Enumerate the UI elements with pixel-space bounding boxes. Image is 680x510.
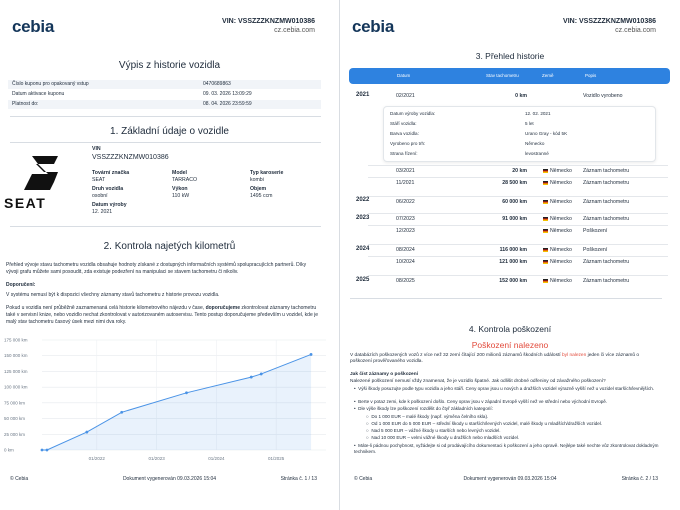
detail-label: Strana řízení: xyxy=(390,151,418,156)
history-desc: Poškození xyxy=(583,228,608,234)
recommendation-2-b: doporučujeme xyxy=(205,305,241,311)
mileage-point xyxy=(310,353,313,356)
spec-value: osobní xyxy=(92,192,108,199)
mileage-area xyxy=(42,354,311,450)
mileage-intro: Přehled vývoje stavu tachometru vozidla obsahuje hodnoty získané z dostupných informačních systémů spolupracujících partnerů. Díky vývoji grafu můžete sami posoudit, zda existuje podezření na manipulaci se stavem tachometru či nikoliv. xyxy=(6,262,307,275)
history-km: 152 000 km xyxy=(499,278,527,284)
history-date: 06/2022 xyxy=(396,199,415,205)
divider xyxy=(10,116,321,117)
spec-label: Datum výroby xyxy=(92,202,127,208)
spec-value: VSSZZZKNZMW010386 xyxy=(92,153,169,161)
guide-sub-bullet-text: Do 1 000 EUR – malé škody (např. výměna čelního skla). xyxy=(371,414,489,419)
spec-body-type xyxy=(250,170,283,183)
page-header xyxy=(12,14,315,38)
section-title-damage: 4. Kontrola poškození xyxy=(468,324,552,334)
germany-flag-icon xyxy=(543,200,548,204)
damage-paragraph xyxy=(350,353,660,366)
spec-production-date xyxy=(92,202,127,215)
guide-sub-bullet-text: Od 1 000 EUR do 5 000 EUR – střední škody u starších/levných vozidel, malé škody u mladších/dražších vozidel. xyxy=(371,421,603,426)
recommendation-label: Doporučení: xyxy=(6,282,36,288)
report-page-2 xyxy=(340,0,680,510)
history-km: 0 km xyxy=(515,93,527,99)
coupon-value: 0470689863 xyxy=(203,81,231,88)
history-row-divider xyxy=(368,256,668,257)
history-date: 11/2021 xyxy=(396,180,415,186)
spec-value: 110 kW xyxy=(172,192,190,199)
y-tick-label: 125 000 km xyxy=(4,368,28,374)
spec-value: 1495 ccm xyxy=(250,192,273,199)
mileage-point xyxy=(120,411,123,414)
detail-label: Stáří vozidla: xyxy=(390,121,417,126)
y-tick-label: 0 km xyxy=(4,447,14,453)
divider xyxy=(10,142,321,143)
history-year: 2022 xyxy=(356,197,370,203)
detail-label: Datum výroby vozidla: xyxy=(390,111,436,116)
y-tick-label: 175 000 km xyxy=(4,337,28,343)
guide-sub-bullet: ○ Od 1 000 EUR do 5 000 EUR – střední škody u starších/levných vozidel, malé škody u mladších/dražších vozidel. xyxy=(366,421,603,426)
history-km: 60 000 km xyxy=(502,199,527,205)
guide-sub-bullet-text: Nad 5 000 EUR – vážné škody u starších nebo levných vozidel. xyxy=(371,428,501,433)
production-detail-box xyxy=(383,106,656,162)
cebia-logo: cebia xyxy=(12,17,54,36)
damage-guide-intro: Nalezené poškození nemusí vždy znamenat, že je vozidlo špatné. Jak odlišit drobné odřeniny od závažného poškození? xyxy=(350,379,606,384)
x-tick-label: 01/2024 xyxy=(208,456,225,461)
damage-paragraph-b: byl nalezen xyxy=(562,353,587,358)
damage-guide-title: Jak číst záznamy o poškození xyxy=(350,372,418,377)
germany-flag-icon xyxy=(543,229,548,233)
spec-vin xyxy=(92,146,169,162)
guide-bullet: • Dle výše škody lze poškození rozdělit do čtyř základních kategorií: xyxy=(354,406,493,411)
x-tick-label: 01/2025 xyxy=(268,456,285,461)
history-date: 12/2023 xyxy=(396,228,415,234)
mileage-point xyxy=(46,449,49,452)
germany-flag-icon xyxy=(543,217,548,221)
x-tick-label: 01/2023 xyxy=(148,456,165,461)
history-desc: Záznam tachometru xyxy=(583,199,630,205)
y-tick-label: 100 000 km xyxy=(4,384,28,390)
history-country-name: Německo xyxy=(550,247,572,253)
spec-value: 12. 2021 xyxy=(92,208,113,215)
y-tick-label: 50 000 km xyxy=(4,416,26,422)
header-domain-link[interactable]: cz.cebia.com xyxy=(615,27,656,34)
mileage-point xyxy=(185,391,188,394)
mileage-chart-svg xyxy=(0,330,340,466)
history-country xyxy=(543,259,572,265)
header-domain-link[interactable]: cz.cebia.com xyxy=(274,27,315,34)
detail-label: Barva vozidla: xyxy=(390,131,419,136)
history-country-name: Německo xyxy=(550,168,572,174)
history-km: 20 km xyxy=(512,168,527,174)
history-row-divider xyxy=(368,165,668,166)
section-title-history: 3. Přehled historie xyxy=(475,51,545,61)
history-desc: Záznam tachometru xyxy=(583,259,630,265)
history-country-name: Německo xyxy=(550,216,572,222)
history-country-name: Německo xyxy=(550,278,572,284)
coupon-value: 09. 03. 2026 13:09:29 xyxy=(203,91,252,98)
history-desc: Záznam tachometru xyxy=(583,216,630,222)
header-vin xyxy=(222,17,315,35)
spec-label: Objem xyxy=(250,186,267,192)
mileage-chart xyxy=(0,330,340,466)
guide-sub-bullet: ○ Nad 10 000 EUR – velmi vážné škody u dražších nebo mladších vozidel. xyxy=(366,435,520,440)
history-desc: Poškození xyxy=(583,247,608,253)
x-tick-label: 01/2022 xyxy=(88,456,105,461)
recommendation-2-c: zkontrolovat záznamy tachometru také v servisní knize, nebo vozidlo nechat zkontrolovat v autorizovaném autoservisu. Tento postup doporučujeme především u vozidel, kde je malý stav tachometru časový úsek mezi nimi dva roky. xyxy=(6,305,319,325)
germany-flag-icon xyxy=(543,279,548,283)
history-desc: Záznam tachometru xyxy=(583,180,630,186)
history-country xyxy=(543,180,572,186)
col-km: Stav tachometru xyxy=(486,73,519,78)
history-date: 08/2024 xyxy=(396,247,415,253)
history-country xyxy=(543,247,572,253)
germany-flag-icon xyxy=(543,169,548,173)
detail-value: levostranné xyxy=(525,151,549,156)
spec-label: Druh vozidla xyxy=(92,186,124,192)
coupon-label: Datum aktivace kuponu xyxy=(12,91,65,98)
recommendation-2 xyxy=(6,305,319,326)
detail-value: 12. 02. 2021 xyxy=(525,111,551,116)
footer-page-number: Stránka č. 2 / 13 xyxy=(621,476,658,482)
guide-bullet-text: Výši škody posuzujte podle typu vozidla a jeho stáří. Ceny oprav jsou u nových a dražších vozidel výrazně vyšší než u vozidel starších/levnějších. xyxy=(358,386,655,391)
y-tick-label: 25 000 km xyxy=(4,431,26,437)
mileage-point xyxy=(250,376,253,379)
history-country-name: Německo xyxy=(550,199,572,205)
history-km: 28 500 km xyxy=(502,180,527,186)
spec-label: Výkon xyxy=(172,186,188,192)
coupon-value: 08. 04. 2026 23:59:59 xyxy=(203,101,252,108)
spec-label: VIN xyxy=(92,146,101,152)
cebia-logo: cebia xyxy=(352,17,394,36)
history-row-divider xyxy=(368,196,668,197)
footer-copyright: © Cebia xyxy=(354,476,373,482)
detail-label: Vyrobeno pro trh: xyxy=(390,141,426,146)
spec-model xyxy=(172,170,197,183)
history-year: 2025 xyxy=(356,277,370,283)
history-km: 121 000 km xyxy=(499,259,527,265)
col-country: Země xyxy=(542,73,554,78)
col-date: Datum xyxy=(397,73,411,78)
coupon-row-validity xyxy=(8,100,321,109)
guide-sub-bullet: ○ Nad 5 000 EUR – vážné škody u starších nebo levných vozidel. xyxy=(366,428,501,433)
recommendation-2-a: Pokud u vozidla není průběžně zaznamenaná celá historie kilometrového nájezdu v čase, xyxy=(6,305,205,311)
spec-value: kombi xyxy=(250,176,264,183)
page-title: Výpis z historie vozidla xyxy=(118,60,221,71)
history-date: 08/2025 xyxy=(396,278,415,284)
history-row-divider xyxy=(368,275,668,276)
spec-label: Typ karoserie xyxy=(250,170,284,176)
history-country xyxy=(543,278,572,284)
guide-sub-bullet-text: Nad 10 000 EUR – velmi vážné škody u dražších nebo mladších vozidel. xyxy=(371,435,520,440)
footer-copyright: © Cebia xyxy=(10,476,29,482)
history-row-divider xyxy=(368,177,668,178)
spec-make xyxy=(92,170,129,183)
history-year: 2024 xyxy=(356,246,370,252)
history-year: 2023 xyxy=(356,215,370,221)
history-country-name: Německo xyxy=(550,180,572,186)
coupon-label: Platnost do: xyxy=(12,101,39,108)
history-date: 10/2024 xyxy=(396,259,415,265)
history-desc: Záznam tachometru xyxy=(583,278,630,284)
detail-value: Německo xyxy=(525,141,545,146)
mileage-point xyxy=(85,431,88,434)
history-country-name: Německo xyxy=(550,259,572,265)
mileage-point xyxy=(41,449,44,452)
guide-bullet-text: Berte v potaz zemi, kde k poškození došlo. Ceny oprav jsou v západní Evropě vyšší než ve střední nebo východní Evropě. xyxy=(358,399,608,404)
section-title-basic-info: 1. Základní údaje o vozidle xyxy=(110,126,229,137)
coupon-row-activation xyxy=(8,90,321,99)
seat-wordmark: SEAT xyxy=(4,195,47,211)
y-tick-label: 75 000 km xyxy=(4,400,26,406)
spec-vehicle-kind xyxy=(92,186,123,199)
history-row-divider xyxy=(368,225,668,226)
coupon-label: Číslo kuponu pro opakovaný vstup xyxy=(12,81,89,88)
divider xyxy=(10,226,321,227)
footer-page-number: Stránka č. 1 / 13 xyxy=(280,476,317,482)
recommendation-1: V systému nemusí být k dispozici všechny záznamy stavů tachometru z historie provozu vozidla. xyxy=(6,292,220,298)
history-country xyxy=(543,228,572,234)
history-country xyxy=(543,216,572,222)
header-vin-line: VIN: VSSZZZKNZMW010386 xyxy=(222,18,315,25)
history-date: 03/2021 xyxy=(396,168,415,174)
germany-flag-icon xyxy=(543,260,548,264)
guide-bullet: • Výši škody posuzujte podle typu vozidla a jeho stáří. Ceny oprav jsou u nových a dražších vozidel výrazně vyšší než u vozidel starších/levnějších. xyxy=(354,386,655,391)
history-row-divider xyxy=(368,244,668,245)
footer-generated: Dokument vygenerován 09.03.2026 15:04 xyxy=(122,476,217,482)
history-row-divider xyxy=(368,213,668,214)
history-date: 07/2023 xyxy=(396,216,415,222)
y-tick-label: 150 000 km xyxy=(4,353,28,359)
history-year: 2021 xyxy=(356,92,370,98)
spec-power xyxy=(172,186,189,199)
spec-value: TARRACO xyxy=(172,176,197,183)
guide-bullet: • Máte-li pádnou pochybnost, vyžádejte si od prodávajícího dokumentaci k poškození a jeho opravě. Nejlépe také nechte vůz zkontrolovat dokladným technikem. xyxy=(354,443,659,455)
section-title-mileage: 2. Kontrola najetých kilometrů xyxy=(103,241,236,252)
damage-found-title: Poškození nalezeno xyxy=(471,340,549,350)
header-vin-line: VIN: VSSZZZKNZMW010386 xyxy=(563,18,656,25)
germany-flag-icon xyxy=(543,248,548,252)
history-km: 91 000 km xyxy=(502,216,527,222)
history-country xyxy=(543,199,572,205)
history-desc: Vozidlo vyrobeno xyxy=(583,93,623,99)
page-header xyxy=(352,14,656,38)
germany-flag-icon xyxy=(543,181,548,185)
guide-bullet-text: Dle výše škody lze poškození rozdělit do čtyř základních kategorií: xyxy=(358,406,493,411)
history-date: 02/2021 xyxy=(396,93,415,99)
history-km: 116 000 km xyxy=(499,247,527,253)
spec-value: SEAT xyxy=(92,176,106,183)
guide-sub-bullet: ○ Do 1 000 EUR – malé škody (např. výměna čelního skla). xyxy=(366,414,489,419)
header-vin xyxy=(563,17,656,35)
damage-paragraph-a: V databázích poškozených vozů z více než 32 zemí čítající 200 milionů záznamů škodních událostí xyxy=(350,353,561,358)
divider xyxy=(350,298,662,299)
history-country-name: Německo xyxy=(550,228,572,234)
detail-value: Urano Gray - kód 5K xyxy=(525,131,568,136)
history-table-header xyxy=(349,68,670,84)
history-country xyxy=(543,168,572,174)
coupon-row-number xyxy=(8,80,321,89)
spec-label: Tovární značka xyxy=(92,170,130,176)
col-desc: Popis xyxy=(585,73,597,78)
guide-bullet-text: Máte-li pádnou pochybnost, vyžádejte si od prodávajícího dokumentaci k poškození a jeho opravě. Nejlépe také nechte vůz zkontrolovat dokladným technikem. xyxy=(354,443,659,455)
detail-value: 5 let xyxy=(525,121,534,126)
damage-paragraph-c: jeden či více záznamů o poškození prověřovaného vozidla. xyxy=(350,353,640,365)
history-desc: Záznam tachometru xyxy=(583,168,630,174)
mileage-point xyxy=(260,373,263,376)
guide-bullet: • Berte v potaz zemi, kde k poškození došlo. Ceny oprav jsou v západní Evropě vyšší než ve střední nebo východní Evropě. xyxy=(354,399,608,404)
footer-generated: Dokument vygenerován 09.03.2026 15:04 xyxy=(463,476,557,482)
spec-label: Model xyxy=(172,170,187,176)
spec-displacement xyxy=(250,186,273,199)
